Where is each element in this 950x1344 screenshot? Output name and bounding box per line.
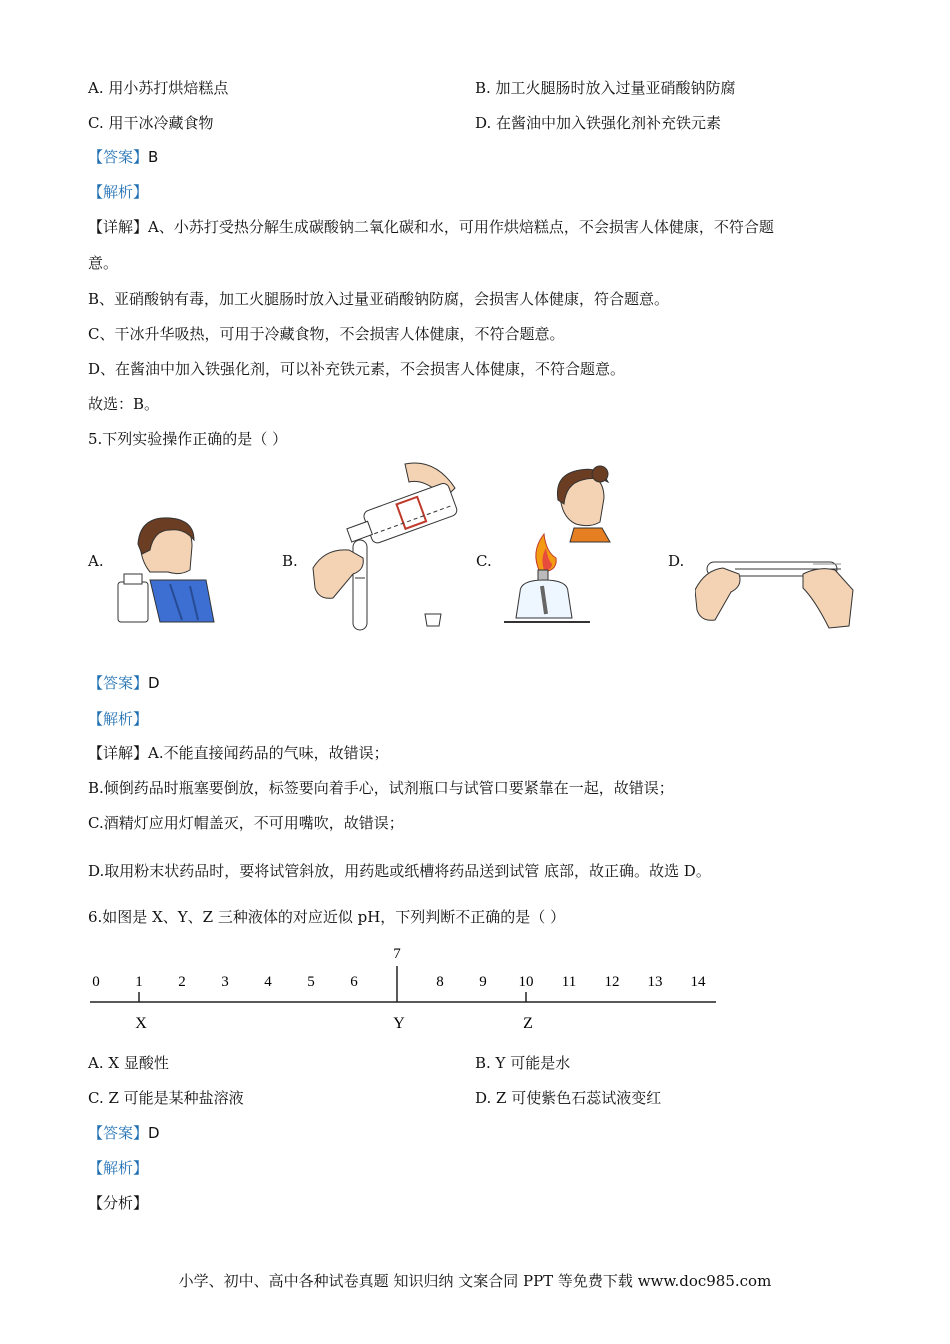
- q4-option-b: B. 加工火腿肠时放入过量亚硝酸钠防腐: [475, 79, 736, 97]
- q6-option-b: B. Y 可能是水: [475, 1054, 571, 1072]
- ph-tick-label: 10: [518, 974, 534, 990]
- q5-detail-line-4: D.取用粉末状药品时，要将试管斜放，用药匙或纸槽将药品送到试管 底部，故正确。故选 D。: [88, 862, 711, 880]
- q4-answer: [88, 146, 158, 167]
- detail-label: 【详解】: [88, 744, 149, 762]
- q4-detail-line-1: [88, 216, 774, 237]
- ph-marker-label: X: [135, 1015, 147, 1032]
- adding-powder-illustration: [695, 540, 855, 635]
- q5-option-a-label: A.: [88, 552, 104, 570]
- ph-tick-label: 12: [604, 974, 620, 990]
- ph-tick-label: 8: [436, 974, 444, 990]
- detail-label: 【详解】: [88, 218, 149, 236]
- q6-option-a: A. X 显酸性: [88, 1054, 169, 1072]
- q5-answer: [88, 672, 160, 693]
- q6-option-c: C. Z 可能是某种盐溶液: [88, 1089, 244, 1107]
- page-footer: 小学、初中、高中各种试卷真题 知识归纳 文案合同 PPT 等免费下载 www.doc985.com: [178, 1272, 772, 1290]
- q5-option-b-label: B.: [282, 552, 298, 570]
- q5-detail-line-3: C.酒精灯应用灯帽盖灭，不可用嘴吹，故错误；: [88, 814, 404, 832]
- q5-detail-line-2: B.倾倒药品时瓶塞要倒放，标签要向着手心，试剂瓶口与试管口要紧靠在一起，故错误；: [88, 779, 674, 797]
- ph-tick-label: 2: [178, 974, 186, 990]
- q4-option-a: A. 用小苏打烘焙糕点: [88, 79, 229, 97]
- ph-marker-label: Y: [393, 1015, 405, 1032]
- answer-value: D: [148, 1124, 160, 1142]
- ph-tick-label: 9: [479, 974, 487, 990]
- q4-detail-line-5: D、在酱油中加入铁强化剂，可以补充铁元素，不会损害人体健康，不符合题意。: [88, 360, 626, 378]
- ph-scale-diagram: [80, 940, 740, 1040]
- q5-detail-line-1: [88, 742, 389, 763]
- ph-tick-label: 4: [264, 974, 272, 990]
- q5-stem: 5.下列实验操作正确的是（ ）: [88, 430, 288, 448]
- q4-detail-line-3: B、亚硝酸钠有毒，加工火腿肠时放入过量亚硝酸钠防腐，会损害人体健康，符合题意。: [88, 290, 670, 308]
- q6-option-d: D. Z 可使紫色石蕊试液变红: [475, 1089, 662, 1107]
- ph-tick-label: 13: [647, 974, 663, 990]
- ph-tick-label: 7: [393, 946, 401, 962]
- ph-tick-label: 0: [92, 974, 100, 990]
- ph-tick-label: 11: [561, 974, 577, 990]
- answer-label: 【答案】: [88, 148, 149, 166]
- q4-detail-line-6: 故选：B。: [88, 395, 160, 413]
- ph-marker-label: Z: [523, 1015, 533, 1032]
- q4-option-d: D. 在酱油中加入铁强化剂补充铁元素: [475, 114, 722, 132]
- q4-detail-line-4: C、干冰升华吸热，可用于冷藏食物，不会损害人体健康，不符合题意。: [88, 325, 565, 343]
- q4-detail-line-2: 意。: [88, 254, 119, 272]
- q5-analysis-label: 【解析】: [88, 710, 149, 728]
- pouring-liquid-illustration: [305, 458, 465, 633]
- ph-tick-label: 5: [307, 974, 315, 990]
- q6-fenxi-label: 【分析】: [88, 1194, 149, 1212]
- detail-text: A.不能直接闻药品的气味，故错误；: [148, 744, 389, 762]
- q5-option-d-label: D.: [668, 552, 685, 570]
- q6-analysis-label: 【解析】: [88, 1159, 149, 1177]
- smelling-bottle-illustration: [110, 510, 220, 630]
- answer-value: D: [148, 674, 160, 692]
- ph-tick-label: 3: [221, 974, 229, 990]
- q5-option-c-label: C.: [476, 552, 492, 570]
- blowing-alcohol-lamp-illustration: [500, 462, 620, 632]
- q4-option-c: C. 用干冰冷藏食物: [88, 114, 214, 132]
- q6-answer: [88, 1122, 160, 1143]
- answer-label: 【答案】: [88, 1124, 149, 1142]
- detail-text: A、小苏打受热分解生成碳酸钠二氧化碳和水，可用作烘焙糕点，不会损害人体健康，不符合题: [148, 218, 774, 236]
- answer-value: B: [148, 148, 159, 166]
- ph-tick-label: 6: [350, 974, 358, 990]
- q6-stem: 6.如图是 X、Y、Z 三种液体的对应近似 pH，下列判断不正确的是（ ）: [88, 908, 566, 926]
- ph-tick-label: 14: [690, 974, 706, 990]
- q4-analysis-label: 【解析】: [88, 183, 149, 201]
- ph-tick-label: 1: [135, 974, 143, 990]
- answer-label: 【答案】: [88, 674, 149, 692]
